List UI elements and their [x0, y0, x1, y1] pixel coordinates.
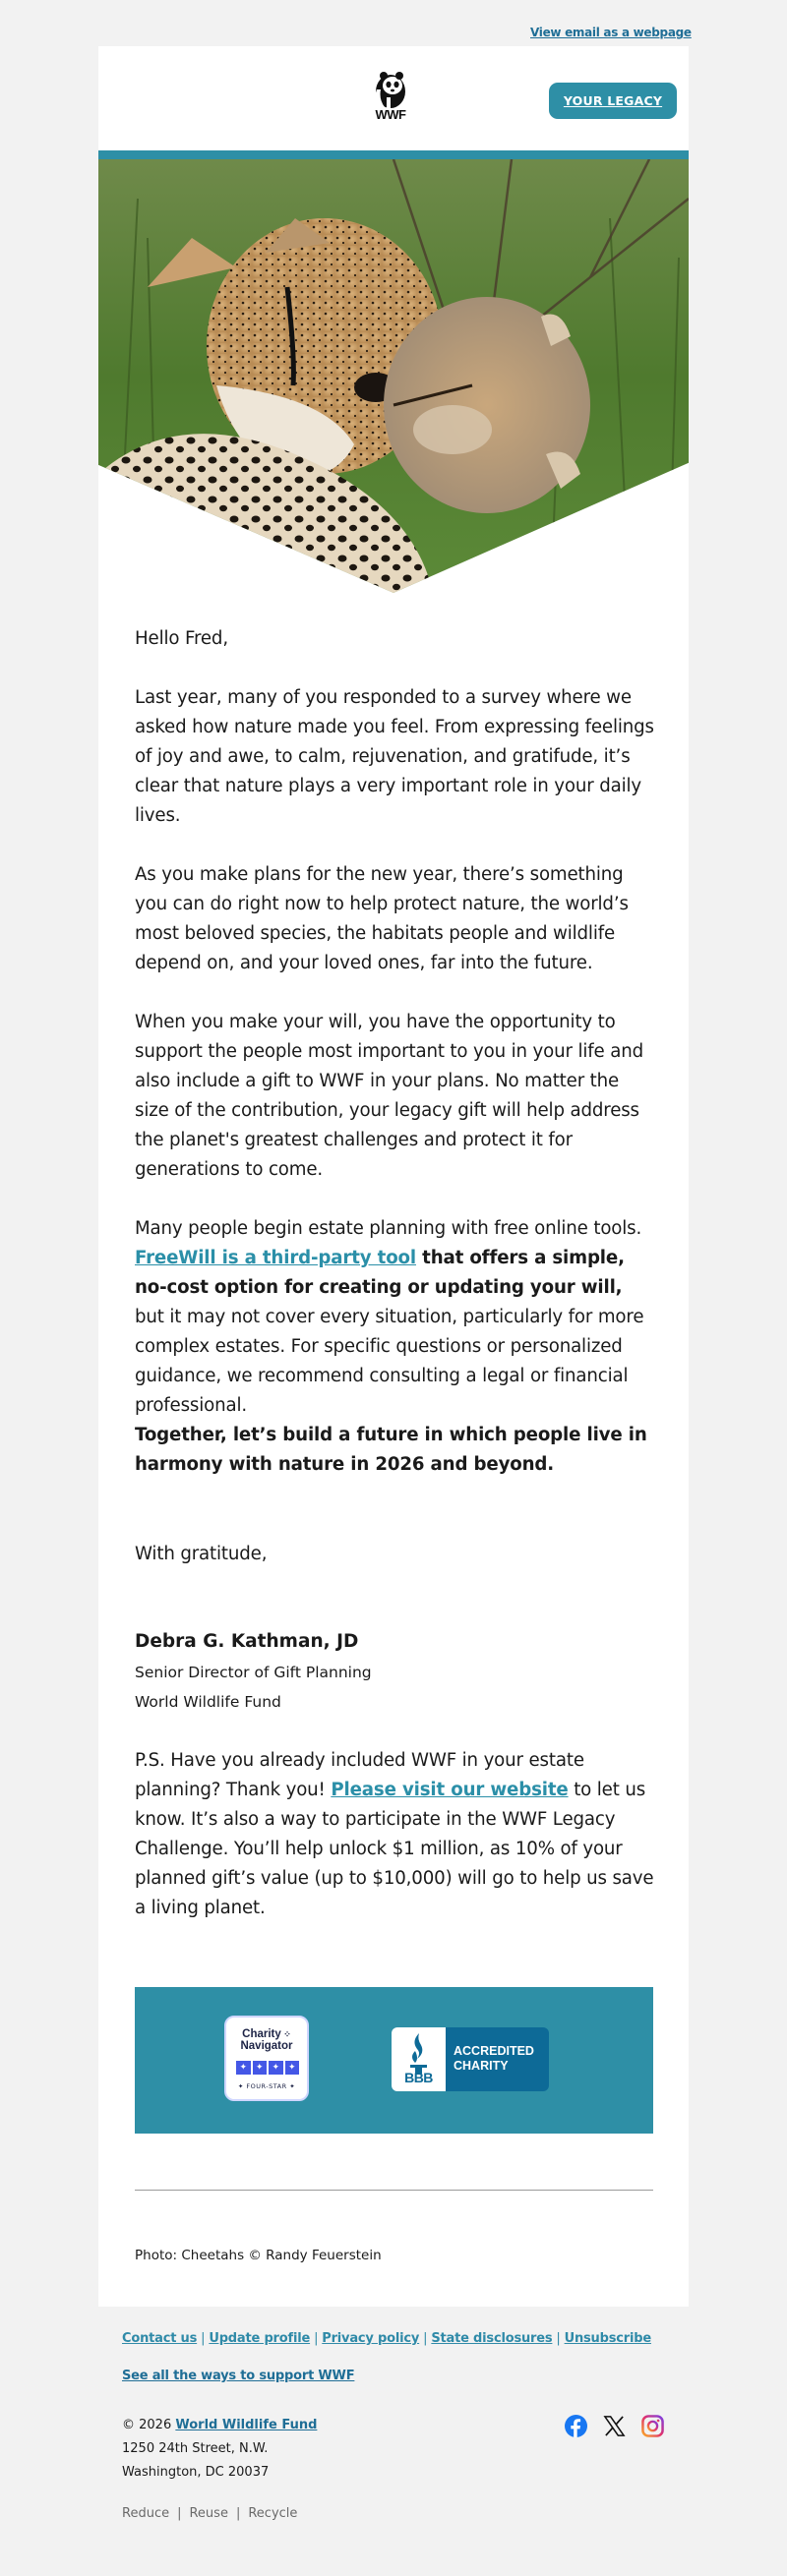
- four-star-label: ✦ FOUR-STAR ✦: [237, 2082, 296, 2090]
- ps-before: P.S. Have you already included WWF in your estate planning? Thank you!: [135, 1750, 584, 1800]
- panda-icon: [369, 70, 412, 109]
- trust-badges-panel: [135, 1987, 653, 2134]
- signature-title: Senior Director of Gift Planning: [135, 1664, 372, 1681]
- wwf-home-link[interactable]: World Wildlife Fund: [175, 2418, 318, 2432]
- logo-wordmark: WWF: [375, 107, 406, 122]
- torch-icon: [392, 2031, 446, 2075]
- email-card: [98, 46, 689, 2307]
- separator: |: [201, 2331, 206, 2346]
- p4-bold: that offers a simple, no-cost option for creating or updating your will,: [135, 1248, 625, 1298]
- separator: |: [556, 2331, 561, 2346]
- divider: [135, 2190, 653, 2191]
- separator: |: [423, 2331, 428, 2346]
- address-line-1: 1250 24th Street, N.W.: [122, 2441, 269, 2456]
- signature-name: Debra G. Kathman, JD: [135, 1631, 359, 1652]
- cn-line1: Charity: [242, 2028, 281, 2040]
- paragraph-2: As you make plans for the new year, there’s something you can do right now to help protect nature, the world’s most beloved species, the habitats people and wildlife depend on, and your loved ones, far into the future.: [135, 864, 629, 973]
- your-legacy-button[interactable]: YOUR LEGACY: [549, 83, 677, 119]
- bbb-logo: [392, 2027, 446, 2091]
- star-icon: ✦: [253, 2061, 268, 2075]
- bbb-line1: ACCREDITED: [454, 2044, 534, 2058]
- bbb-text: [446, 2027, 549, 2091]
- instagram-icon[interactable]: [641, 2415, 664, 2437]
- postscript: [135, 1746, 656, 1923]
- footer-nav: [122, 2331, 651, 2346]
- sparkle-icon: ⁘: [280, 2029, 291, 2039]
- hero-image: [98, 159, 689, 593]
- charity-navigator-title: [226, 2028, 307, 2052]
- copyright-prefix: © 2026: [122, 2418, 176, 2432]
- star-rating: [236, 2061, 299, 2075]
- paragraph-4: [135, 1214, 656, 1421]
- unsubscribe-link[interactable]: Unsubscribe: [564, 2331, 651, 2346]
- cn-line2: Navigator: [240, 2040, 293, 2052]
- bbb-line2: CHARITY: [454, 2059, 509, 2073]
- star-icon: ✦: [285, 2061, 300, 2075]
- p4-rest: but it may not cover every situation, particularly for more complex estates. For specific questions or personalized guidance, we recommend consulting a legal or financial professional.: [135, 1307, 644, 1416]
- reduce-reuse-recycle: [122, 2506, 297, 2521]
- separator: |: [177, 2506, 182, 2521]
- update-profile-link[interactable]: Update profile: [209, 2331, 311, 2346]
- visit-website-link[interactable]: Please visit our website: [331, 1780, 569, 1800]
- photo-credit: Photo: Cheetahs © Randy Feuerstein: [135, 2248, 382, 2263]
- recycle-label: Recycle: [248, 2506, 298, 2521]
- privacy-policy-link[interactable]: Privacy policy: [322, 2331, 420, 2346]
- signoff: With gratitude,: [135, 1544, 268, 1564]
- p4-intro: Many people begin estate planning with free online tools.: [135, 1218, 642, 1239]
- view-as-webpage-link[interactable]: View email as a webpage: [530, 26, 692, 39]
- charity-navigator-badge[interactable]: [224, 2016, 309, 2101]
- reuse-label: Reuse: [189, 2506, 228, 2521]
- greeting: Hello Fred,: [135, 628, 228, 649]
- separator: |: [314, 2331, 319, 2346]
- address-line-2: Washington, DC 20037: [122, 2465, 270, 2480]
- contact-us-link[interactable]: Contact us: [122, 2331, 198, 2346]
- ps-after: to let us know. It’s also a way to participate in the WWF Legacy Challenge. You’ll help unlock $1 million, as 10% of your planned gift’s value (up to $10,000) will go to help us save a living planet.: [135, 1780, 654, 1918]
- cheetah-photo: [98, 159, 689, 593]
- facebook-icon[interactable]: [565, 2415, 587, 2437]
- star-icon: ✦: [236, 2061, 251, 2075]
- x-icon[interactable]: [603, 2415, 626, 2437]
- reduce-label: Reduce: [122, 2506, 170, 2521]
- header-accent-bar: [98, 150, 689, 159]
- closing-bold: Together, let’s build a future in which people live in harmony with nature in 2026 and beyond.: [135, 1425, 647, 1475]
- wwf-logo[interactable]: [369, 70, 412, 122]
- support-wwf-link[interactable]: See all the ways to support WWF: [122, 2369, 355, 2383]
- paragraph-1: Last year, many of you responded to a survey where we asked how nature made you feel. From expressing feelings of joy and awe, to calm, rejuvenation, and gratifude, it’s clear that nature plays a very important role in your daily lives.: [135, 687, 654, 826]
- paragraph-3: When you make your will, you have the opportunity to support the people most important to you in your life and also include a gift to WWF in your plans. No matter the size of the contribution, your legacy gift will help address the planet's greatest challenges and protect it for generations to come.: [135, 1012, 643, 1180]
- signature-org: World Wildlife Fund: [135, 1693, 281, 1711]
- separator: |: [235, 2506, 241, 2521]
- closing-statement: [135, 1421, 656, 1480]
- freewill-link[interactable]: FreeWill is a third-party tool: [135, 1248, 416, 1268]
- state-disclosures-link[interactable]: State disclosures: [431, 2331, 553, 2346]
- star-icon: ✦: [269, 2061, 283, 2075]
- bbb-wordmark: BBB: [404, 2070, 433, 2085]
- copyright: [122, 2414, 317, 2437]
- bbb-accredited-badge[interactable]: [392, 2027, 549, 2091]
